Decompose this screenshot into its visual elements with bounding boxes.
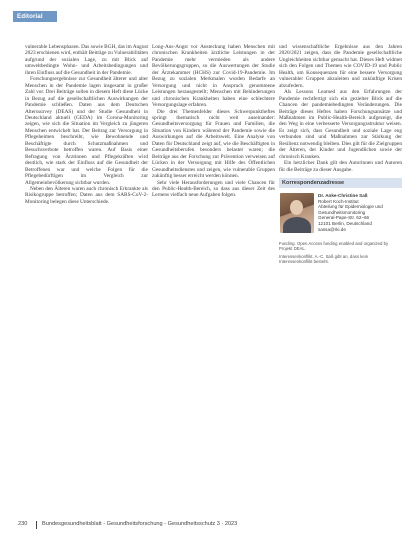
- text-column-1: [25, 44, 148, 205]
- article-meta: [279, 241, 402, 265]
- paragraph: Long-Aus-Angst vor Ansteckung haben Menschen mit chronischen Krankheiten ärztliche Leistungen in der Pandemie mehr vermieden als andere Bevölkerungsgruppen, so die Auswertungen der Studie der Ärztekammer (HCHS) zur Covid-19-Pandemie. Im Bezug zu sozialen Merkmalen wurden Bedarfe an Versorgung und nicht in Anspruch genommene Leistungen herausgestellt; Menschen mit Behinderungen und chronischen Krankheiten haben eine schlechtere Versorgungslage erfahren.: [152, 44, 275, 109]
- paragraph: Forschungsergebnisse zur Gesundheit älterer und alter Menschen in der Pandemie lagen insgesamt in großer Zahl vor. Drei Beiträge sollen in diesem Heft diese Lücke in Bezug auf die gesellschaftlichen Auswirkungen der Pandemie schließen. Daten aus dem Deutschen Alterssurvey (DEAS) und der Studie Gesundheit in Deutschland aktuell (GEDA) im Corona-Monitoring zeigen, wie sich die Situation im Vergleich zu jüngeren Menschen entwickelt hat. Der Beitrag zur Versorgung in Pflegeheimen beschreibt, wie Bewohnende und Beschäftigte durch Schutzmaßnahmen und Besuchsverbote betroffen waren. Auf Basis einer Befragung von Ärztinnen und Pflegekräften wird deutlich, wie stark der Einfluss auf die Gesundheit der Betroffenen war und welche Folgen für die Pflegebedürftigen im Vergleich zur Allgemeinbevölkerung sichtbar wurden.: [25, 76, 148, 186]
- paragraph: Als Lessons Learned aus den Erfahrungen der Pandemie rechtfertigt sich ein gezielter Blick auf die Chancen der pandemiebedingten Veränderungen. Die Beiträge dieses Heftes haben Forschungsansätze und Maßnahmen im Public-Health-Bereich aufgezeigt, die den Weg in eine verbesserte Versorgungsstruktur weisen. Es zeigt sich, dass Gesundheit und soziale Lage eng verbunden sind und Maßnahmen zur Stärkung der Resilienz notwendig bleiben. Dies gilt für die Zielgruppen der Älteren, der Kinder und Jugendlichen sowie der chronisch Kranken.: [279, 89, 402, 160]
- paragraph: Sehr viele Herausforderungen und viele Chancen für den Public-Health-Bereich, so dass aus dieser Zeit des Lernens vielfach neue Aufgaben folgen.: [152, 179, 275, 199]
- author-line: Robert Koch-Institut: [318, 198, 359, 204]
- page-number: 230: [18, 521, 28, 527]
- author-name: Dr. Anke-Christine Saß: [318, 193, 368, 199]
- author-line: General-Pape-Str. 62–66: [318, 215, 370, 221]
- text-column-2: [152, 44, 275, 199]
- section-tag: Editorial: [13, 11, 57, 22]
- journal-name: Bundesgesundheitsblatt - Gesundheitsforschung - Gesundheitsschutz 3 · 2023: [42, 521, 238, 527]
- paragraph: Die drei Themenfelder dieses Schwerpunktheftes springt thematisch nicht weit auseinander: Gesundheitsversorgung für Frauen und Familien, die Situation von Kindern während der Pandemie sowie die Auswirkungen auf die Arbeitswelt. Eine Analyse von Daten für Deutschland zeigt auf, wie die Beschäftigten in Gesundheitsberufen besonders belastet waren; die Beiträge aus der Forschung zur Prävention verweisen auf Lücken in der Versorgung mit Hilfe des Öffentlichen Gesundheitsdienstes und zeigen, wie vulnerable Gruppen zukünftig besser erreicht werden können.: [152, 108, 275, 180]
- funding-note: Funding. Open Access funding enabled and organized by Projekt DEAL.: [279, 241, 389, 252]
- author-info: [318, 193, 402, 232]
- paragraph: vulnerable Lebensphasen. Das sowie BGH, das im August 2023 erschienen wird, enthält Beiträge zu Vulnerabilitäten aufgrund der sozialen Lage, zu mit Blick auf umweltbedingte Wohn- und Arbeitsbedingungen und ihren Einfluss auf die Gesundheit in der Pandemie.: [25, 44, 148, 76]
- author-line: Abteilung für Epidemiologie und: [318, 204, 383, 210]
- author-line: Gesundheitsmonitoring: [318, 209, 366, 215]
- page-footer: [13, 521, 400, 531]
- paragraph: Ein herzlicher Dank gilt den Autorinnen und Autoren für die Beiträge zu dieser Ausgabe.: [279, 160, 402, 173]
- footer-divider: [36, 521, 37, 529]
- paragraph: und wissenschaftliche Ergebnisse aus den Jahren 2020/2021 zeigen, dass die Pandemie gesellschaftliche Ungleichheiten sichtbar gemacht hat. Dieses Heft widmet sich den Folgen und Themen wie COVID-19 und Public Health, um Konsequenzen für eine bessere Versorgung vulnerabler Gruppen abzuleiten und zukünftige Krisen abzufedern.: [279, 44, 402, 89]
- text-column-3: [279, 44, 402, 265]
- author-box: [279, 193, 402, 235]
- conflict-note: Interessenkonflikt. A.-C. Saß gibt an, dass kein Interessenkonflikt besteht.: [279, 253, 369, 265]
- author-photo: [280, 193, 314, 233]
- correspondence-heading: Korrespondenzadresse: [279, 178, 402, 188]
- author-email[interactable]: sassa@rki.de: [318, 226, 346, 232]
- paragraph: Neben den Älteren waren auch chronisch Erkrankte als Risikogruppe betroffen; Daten aus dem SARS-CoV-2-Monitoring belegen diese Unterschiede.: [25, 185, 148, 205]
- author-line: 12101 Berlin, Deutschland: [318, 221, 372, 227]
